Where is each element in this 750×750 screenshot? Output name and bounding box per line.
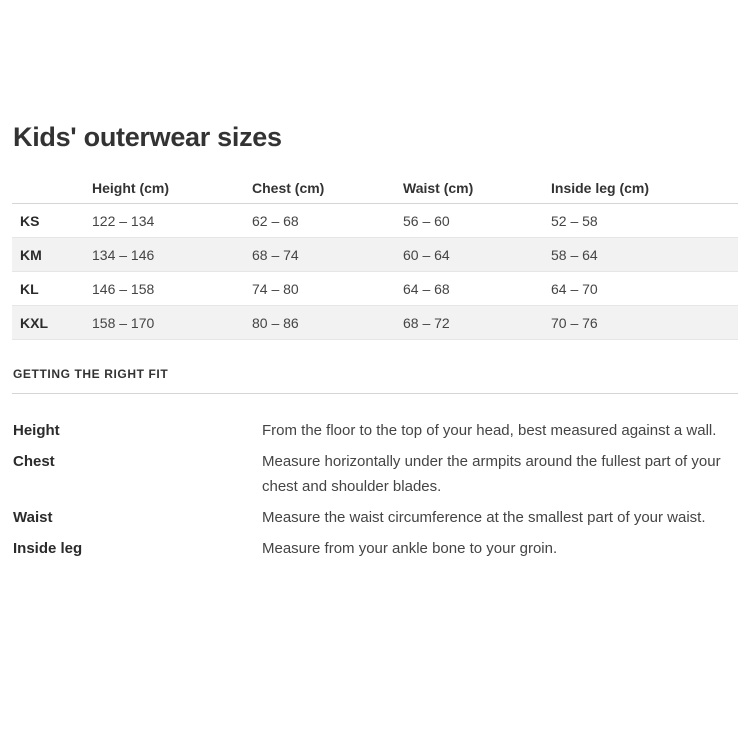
table-header-row: [12, 173, 738, 204]
fit-term: Inside leg: [13, 540, 83, 557]
fit-description: Measure horizontally under the armpits around the fullest part of your chest and shoulder blades.: [262, 453, 721, 495]
table-row: [12, 272, 738, 306]
list-item: [13, 420, 738, 443]
fit-description: Measure from your ankle bone to your groin.: [262, 540, 558, 557]
size-label: KL: [12, 272, 92, 306]
page-title: Kids' outerwear sizes: [13, 122, 282, 152]
chest-value: 62 – 68: [252, 204, 403, 238]
height-value: 134 – 146: [92, 238, 252, 272]
waist-value: 64 – 68: [403, 272, 551, 306]
table-row: [12, 204, 738, 238]
size-table: [12, 173, 738, 340]
inside-leg-value: 52 – 58: [551, 204, 738, 238]
fit-term: Height: [13, 422, 60, 439]
table-row: [12, 306, 738, 340]
list-item: [13, 451, 738, 499]
header-chest: Chest (cm): [252, 173, 403, 204]
fit-description: Measure the waist circumference at the smallest part of your waist.: [262, 509, 706, 526]
header-height: Height (cm): [92, 173, 252, 204]
fit-term: Waist: [13, 509, 53, 526]
fit-description: From the floor to the top of your head, best measured against a wall.: [262, 422, 717, 439]
fit-guide-heading: GETTING THE RIGHT FIT: [13, 367, 169, 381]
fit-guide-list: [13, 420, 738, 569]
height-value: 158 – 170: [92, 306, 252, 340]
chest-value: 74 – 80: [252, 272, 403, 306]
waist-value: 60 – 64: [403, 238, 551, 272]
size-label: KS: [12, 204, 92, 238]
waist-value: 68 – 72: [403, 306, 551, 340]
list-item: [13, 507, 738, 530]
chest-value: 68 – 74: [252, 238, 403, 272]
size-label: KXL: [12, 306, 92, 340]
inside-leg-value: 58 – 64: [551, 238, 738, 272]
header-inside-leg: Inside leg (cm): [551, 173, 738, 204]
inside-leg-value: 64 – 70: [551, 272, 738, 306]
height-value: 146 – 158: [92, 272, 252, 306]
header-waist: Waist (cm): [403, 173, 551, 204]
height-value: 122 – 134: [92, 204, 252, 238]
inside-leg-value: 70 – 76: [551, 306, 738, 340]
size-label: KM: [12, 238, 92, 272]
divider: [12, 393, 738, 394]
fit-term: Chest: [13, 453, 55, 470]
waist-value: 56 – 60: [403, 204, 551, 238]
list-item: [13, 538, 738, 561]
header-size: [12, 173, 92, 204]
table-row: [12, 238, 738, 272]
chest-value: 80 – 86: [252, 306, 403, 340]
